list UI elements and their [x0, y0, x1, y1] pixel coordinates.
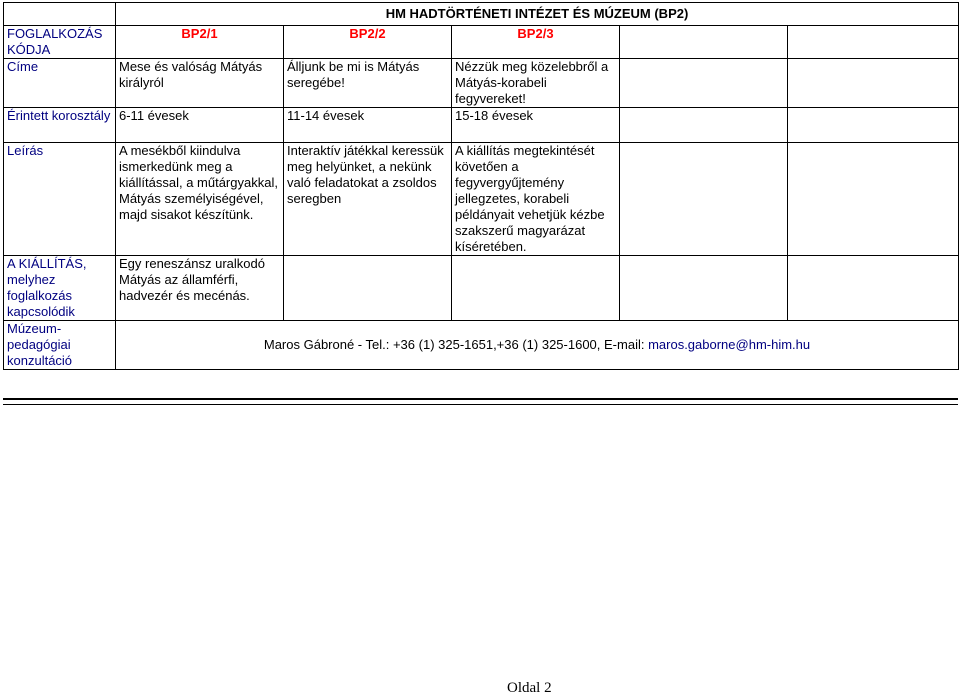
- divider-line: [3, 398, 958, 400]
- program-exhibition-3: [452, 256, 620, 321]
- program-title-2: Álljunk be mi is Mátyás seregébe!: [284, 59, 452, 108]
- page-number: Oldal 2: [507, 680, 552, 696]
- program-title-1: Mese és valóság Mátyás királyról: [116, 59, 284, 108]
- label-consultation: Múzeum-pedagógiai konzultáció: [4, 321, 116, 370]
- program-title-3: Nézzük meg közelebbről a Mátyás-korabeli fegyvereket!: [452, 59, 620, 108]
- contact-email[interactable]: maros.gaborne@hm-him.hu: [648, 337, 811, 352]
- program-age-3: 15-18 évesek: [452, 108, 620, 143]
- empty-cell: [620, 59, 788, 108]
- empty-cell: [620, 143, 788, 256]
- divider-line: [3, 404, 958, 405]
- empty-cell: [620, 256, 788, 321]
- label-exhibition: A KIÁLLÍTÁS, melyhez foglalkozás kapcsolódik: [4, 256, 116, 321]
- contact-text: Maros Gábroné - Tel.: +36 (1) 325-1651,+36 (1) 325-1600, E-mail:: [263, 337, 649, 352]
- program-description-3: A kiállítás megtekintését követően a fegyvergyűjtemény jellegzetes, korabeli példányait vehetjük kézbe szakszerű magyarázat kíséretében.: [452, 143, 620, 256]
- blank-cell: [4, 3, 116, 26]
- label-code: FOGLALKOZÁS KÓDJA: [4, 26, 116, 59]
- program-description-2: Interaktív játékkal keressük meg helyünket, a nekünk való feladatokat a zsoldos seregben: [284, 143, 452, 256]
- program-code-1: BP2/1: [116, 26, 284, 59]
- program-code-2: BP2/2: [284, 26, 452, 59]
- program-description-1: A mesékből kiindulva ismerkedünk meg a kiállítással, a műtárgyakkal, Mátyás személyiségével, majd sisakot készítünk.: [116, 143, 284, 256]
- program-code-3: BP2/3: [452, 26, 620, 59]
- label-age: Érintett korosztály: [4, 108, 116, 143]
- empty-cell: [620, 26, 788, 59]
- program-age-1: 6-11 évesek: [116, 108, 284, 143]
- empty-cell: [788, 108, 959, 143]
- empty-cell: [788, 256, 959, 321]
- program-age-2: 11-14 évesek: [284, 108, 452, 143]
- label-title: Címe: [4, 59, 116, 108]
- program-table: [3, 2, 959, 370]
- program-exhibition-1: Egy reneszánsz uralkodó Mátyás az államférfi, hadvezér és mecénás.: [116, 256, 284, 321]
- empty-cell: [620, 108, 788, 143]
- empty-cell: [788, 59, 959, 108]
- page-title: HM HADTÖRTÉNETI INTÉZET ÉS MÚZEUM (BP2): [116, 3, 959, 26]
- empty-cell: [788, 26, 959, 59]
- empty-cell: [788, 143, 959, 256]
- program-exhibition-2: [284, 256, 452, 321]
- label-description: Leírás: [4, 143, 116, 256]
- contact-info: [116, 321, 959, 370]
- program-sheet: [3, 2, 959, 370]
